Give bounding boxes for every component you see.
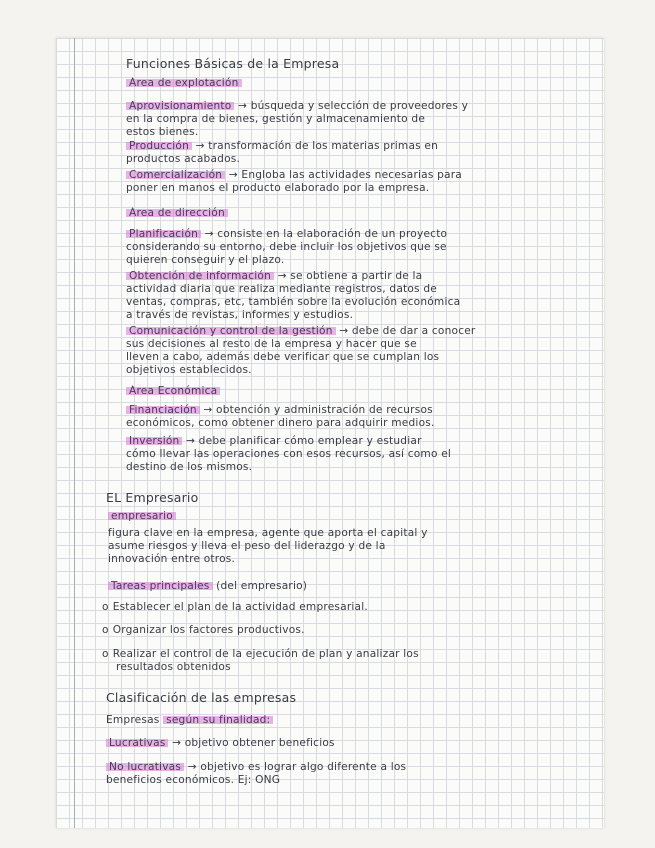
fin-line-1 (126, 404, 586, 417)
clasificacion-subtitle (106, 714, 566, 727)
bullet: o (102, 648, 109, 660)
comu-line-2: sus decisiones al resto de la empresa y hacer que se (126, 338, 417, 350)
no-lucrativas-text: → objetivo es lograr algo diferente a los (187, 761, 407, 773)
inv-line-2: cómo llevar las operaciones con esos recursos, así como el (126, 448, 452, 460)
heading-highlight: Área Económica (126, 385, 220, 397)
term-inversion: Inversión (126, 435, 182, 447)
term-comunicacion-control: Comunicación y control de la gestión (126, 325, 336, 337)
obt-line-1 (126, 270, 586, 283)
fin-text: → obtención y administración de recursos (203, 404, 433, 416)
bullet: o (102, 601, 109, 613)
aprov-line-1 (126, 100, 586, 113)
term-financiacion: Financiación (126, 404, 200, 416)
obt-text: → se obtiene a partir de la (277, 270, 423, 282)
plan-line-2: considerando su entorno, debe incluir los objetivos que se (126, 241, 447, 253)
inv-line-1 (126, 435, 586, 448)
prod-line-1 (126, 140, 586, 153)
com-line-1 (126, 169, 586, 182)
heading-area-direccion (126, 207, 586, 220)
lucrativas-line (106, 737, 566, 750)
heading-area-economica (126, 385, 586, 398)
tarea-item-3-cont: resultados obtenidos (116, 661, 231, 673)
tareas-suffix: (del empresario) (216, 580, 308, 592)
obt-line-3: ventas, compras, etc, también sobre la evolución económica (126, 296, 461, 308)
term-comercializacion: Comercialización (126, 169, 225, 181)
obt-line-4: a través de revistas, informes y estudios. (126, 309, 354, 321)
term-no-lucrativas: No lucrativas (106, 761, 184, 773)
comu-line-1 (126, 325, 586, 338)
empresario-def-2: asume riesgos y lleva el peso del liderazgo y de la (108, 540, 386, 552)
aprov-line-3: estos bienes. (126, 126, 199, 138)
tarea-item-2 (102, 624, 562, 637)
heading-area-explotacion (126, 77, 586, 90)
clasificacion-title: Clasificación de las empresas (106, 690, 297, 705)
empresario-def-1: figura clave en la empresa, agente que aporta el capital y (108, 527, 428, 539)
tarea-item-3 (102, 648, 562, 661)
lucrativas-text: → objetivo obtener beneficios (172, 737, 335, 749)
tareas-heading (108, 580, 568, 593)
plan-line-1 (126, 228, 586, 241)
plan-text: → consiste en la elaboración de un proyecto (204, 228, 448, 240)
sub-prefix: Empresas (106, 714, 160, 726)
tarea-text: Realizar el control de la ejecución de plan y analizar los (112, 648, 419, 660)
heading-highlight: Área de explotación (126, 77, 242, 89)
term-aprovisionamiento: Aprovisionamiento (126, 100, 234, 112)
no-lucrativas-line-2: beneficios económicos. Ej: ONG (106, 774, 281, 786)
sub-highlight: según su finalidad: (163, 714, 273, 726)
term-produccion: Producción (126, 140, 192, 152)
com-text: → Engloba las actividades necesarias para (228, 169, 462, 181)
inv-line-3: destino de los mismos. (126, 461, 253, 473)
no-lucrativas-line-1 (106, 761, 566, 774)
term-lucrativas: Lucrativas (106, 737, 168, 749)
tarea-text: Organizar los factores productivos. (112, 624, 305, 636)
heading-empresario (108, 510, 568, 523)
fin-line-2: económicos, como obtener dinero para adquirir medios. (126, 417, 435, 429)
page-title: Funciones Básicas de la Empresa (126, 56, 340, 71)
term-planificacion: Planificación (126, 228, 201, 240)
heading-highlight: Tareas principales (108, 580, 213, 592)
empresario-def-3: innovación entre otros. (108, 553, 236, 565)
aprov-text: → búsqueda y selección de proveedores y (238, 100, 469, 112)
term-obtencion-informacion: Obtención de información (126, 270, 274, 282)
aprov-line-2: en la compra de bienes, gestión y almacenamiento de (126, 113, 426, 125)
bullet: o (102, 624, 109, 636)
notebook-page (56, 38, 604, 828)
prod-line-2: productos acabados. (126, 153, 241, 165)
heading-highlight: Área de dirección (126, 207, 228, 219)
plan-line-3: quieren conseguir y el plazo. (126, 254, 285, 266)
tarea-text: Establecer el plan de la actividad empresarial. (112, 601, 368, 613)
tarea-item-1 (102, 601, 562, 614)
obt-line-2: actividad diaria que realiza mediante registros, datos de (126, 283, 437, 295)
comu-line-4: objetivos establecidos. (126, 364, 252, 376)
section-title-empresario: EL Empresario (106, 490, 199, 505)
margin-line (74, 38, 75, 828)
inv-text: → debe planificar cómo emplear y estudiar (186, 435, 422, 447)
heading-highlight: empresario (108, 510, 176, 522)
prod-text: → transformación de los materias primas en (195, 140, 439, 152)
com-line-2: poner en manos el producto elaborado por la empresa. (126, 182, 430, 194)
comu-text: → debe de dar a conocer (339, 325, 476, 337)
comu-line-3: lleven a cabo, además debe verificar que se cumplan los (126, 351, 440, 363)
